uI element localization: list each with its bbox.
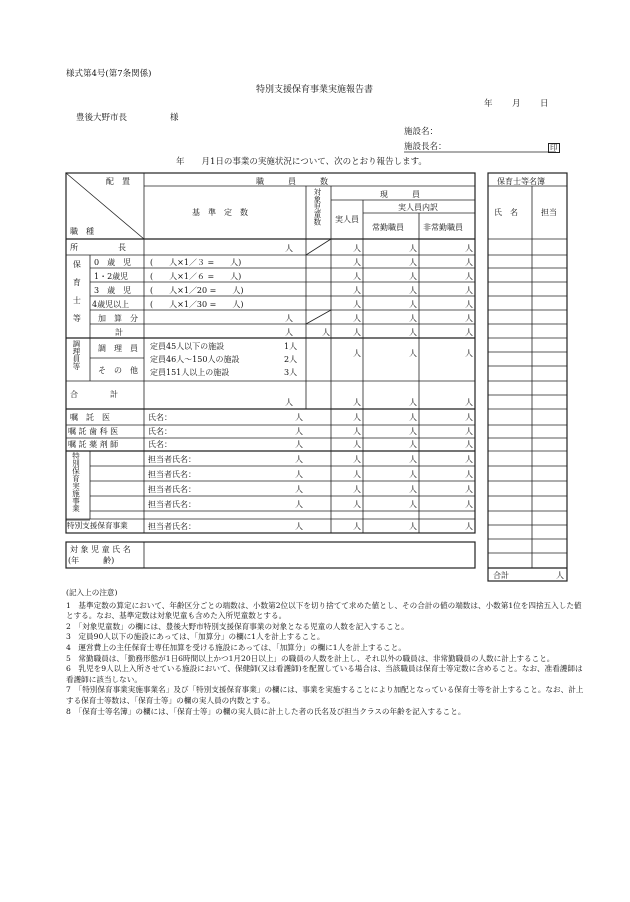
unit-nin: 人 [353, 286, 361, 295]
row-age12: 1・2歳児 [94, 272, 129, 281]
row-tokubetsu-shien: 特別支援保育事業 [67, 521, 128, 530]
taisho-jido-label: 対 象 児 童 氏 名 [70, 545, 131, 554]
teiin-2-n: 2人 [284, 355, 298, 364]
row-chorisha-label: 調理員等 [71, 340, 81, 370]
header-uchiwake: 実人員内訳 [398, 203, 438, 212]
header-jokin: 常勤職員 [372, 223, 404, 232]
report-sentence: 年 月1日の事業の実施状況について、次のとおり報告します。 [176, 157, 427, 167]
header-kijun: 基 準 定 数 [192, 208, 248, 217]
unit-nin: 人 [295, 413, 303, 422]
unit-nin: 人 [465, 244, 473, 253]
tantou-5: 担当者氏名： [148, 522, 196, 531]
facility-name-label: 施設名： [404, 127, 439, 137]
notes-heading: (記入上の注意) [66, 588, 118, 597]
unit-nin: 人 [295, 455, 303, 464]
ratio-age12: ( 人×1／６ = 人) [150, 272, 242, 281]
unit-nin: 人 [285, 244, 293, 253]
unit-nin: 人 [409, 413, 417, 422]
note-1: 1 基準定数の算定において、年齢区分ごとの端数は、小数第2位以下を切り捨てて求めた値とし、その合計の値の端数は、小数第1位を四捨五入した値とする。なお、基準定数は対象児童も含めた入所児童数とする。 [66, 600, 582, 621]
date-day: 日 [540, 99, 549, 109]
header-shokuin-su: 職 員 数 [256, 177, 328, 186]
unit-nin: 人 [353, 427, 361, 436]
tantou-4: 担当者氏名： [148, 500, 196, 509]
addressee: 豊後大野市長 [76, 113, 128, 123]
note-2: 2 「対象児童数」の欄には、豊後大野市特別支援保育事業の対象となる児童の人数を記入すること。 [66, 621, 409, 631]
row-age4: 4歳児以上 [92, 300, 130, 309]
teiin-1-n: 1人 [284, 342, 298, 351]
row-shocho: 所 長 [70, 243, 126, 252]
unit-nin: 人 [353, 455, 361, 464]
unit-nin: 人 [465, 258, 473, 267]
row-shokutaku-shika: 嘱 託 歯 科 医 [68, 427, 119, 436]
unit-nin: 人 [285, 314, 293, 323]
header-hijokin: 非常勤職員 [423, 223, 463, 232]
notes-section [66, 588, 586, 717]
taisho-jido-age: (年 齢) [68, 556, 115, 565]
unit-nin: 人 [353, 349, 361, 358]
unit-nin: 人 [295, 440, 303, 449]
unit-nin: 人 [465, 470, 473, 479]
row-choriin: 調 理 員 [98, 344, 138, 353]
unit-nin: 人 [409, 328, 417, 337]
note-6: 6 乳児を9人以上入所させている施設において、保健師(又は看護師)を配置している場合は、当該職員は保育士等定数に含めること。なお、准看護師は看護師に該当しない。 [66, 664, 583, 684]
unit-nin: 人 [295, 522, 303, 531]
unit-nin: 人 [465, 272, 473, 281]
unit-nin: 人 [409, 485, 417, 494]
unit-nin: 人 [409, 244, 417, 253]
side-title: 保育士等名簿 [497, 177, 545, 186]
unit-nin: 人 [295, 500, 303, 509]
side-total-unit: 人 [556, 571, 564, 580]
teiin-3-n: 3人 [284, 368, 298, 377]
shimei-3: 氏名： [148, 440, 172, 449]
header-taisho: 対象児童数 [312, 188, 322, 226]
side-total: 合計 [493, 571, 509, 580]
note-8: 8 「保育士等名簿」の欄には、「保育士等」の欄の実人員に計上した者の氏名及び担当クラスの年齢を記入すること。 [66, 706, 466, 716]
unit-nin: 人 [409, 470, 417, 479]
unit-nin: 人 [465, 427, 473, 436]
unit-nin: 人 [409, 440, 417, 449]
unit-nin: 人 [295, 485, 303, 494]
unit-nin: 人 [465, 500, 473, 509]
teiin-3: 定員151人以上の施設 [150, 368, 230, 377]
unit-nin: 人 [409, 427, 417, 436]
form-number: 様式第4号(第7条関係) [66, 69, 152, 79]
unit-nin: 人 [353, 470, 361, 479]
unit-nin: 人 [353, 500, 361, 509]
unit-nin: 人 [409, 349, 417, 358]
row-hoikushi-label: 保育士等 [72, 260, 82, 332]
unit-nin: 人 [465, 522, 473, 531]
seal-mark: 印 [550, 143, 558, 152]
unit-nin: 人 [409, 522, 417, 531]
row-shokutaku-i: 嘱 託 医 [70, 413, 110, 422]
shimei-2: 氏名： [148, 427, 172, 436]
row-age3: 3 歳 児 [94, 286, 132, 295]
row-gokei: 合 計 [70, 390, 118, 399]
note-3: 3 定員90人以下の施設にあっては、「加算分」の欄に1人を計上すること。 [66, 632, 325, 642]
teiin-1: 定員45人以下の施設 [150, 342, 225, 351]
unit-nin: 人 [353, 314, 361, 323]
unit-nin: 人 [409, 398, 417, 407]
unit-nin: 人 [353, 413, 361, 422]
unit-nin: 人 [465, 328, 473, 337]
unit-nin: 人 [285, 398, 293, 407]
ratio-age0: ( 人×1／３ = 人) [150, 258, 242, 267]
unit-nin: 人 [353, 300, 361, 309]
unit-nin: 人 [409, 300, 417, 309]
unit-nin: 人 [409, 258, 417, 267]
header-jitsuin: 実人員 [335, 215, 359, 224]
header-haichi: 配 置 [106, 177, 130, 186]
tantou-2: 担当者氏名： [148, 470, 196, 479]
unit-nin: 人 [353, 328, 361, 337]
tantou-1: 担当者氏名： [148, 455, 196, 464]
unit-nin: 人 [465, 398, 473, 407]
unit-nin: 人 [409, 272, 417, 281]
header-genin: 現 員 [380, 190, 420, 199]
date-month: 月 [512, 99, 521, 109]
unit-nin: 人 [409, 314, 417, 323]
date-year: 年 [484, 99, 493, 109]
facility-director-label: 施設長名： [404, 142, 447, 152]
unit-nin: 人 [409, 455, 417, 464]
unit-nin: 人 [353, 485, 361, 494]
document-title: 特別支援保育事業実施報告書 [256, 85, 374, 95]
unit-nin: 人 [465, 314, 473, 323]
unit-nin: 人 [465, 440, 473, 449]
unit-nin: 人 [353, 440, 361, 449]
unit-nin: 人 [465, 286, 473, 295]
unit-nin: 人 [465, 413, 473, 422]
unit-nin: 人 [353, 258, 361, 267]
unit-nin: 人 [465, 455, 473, 464]
note-5: 5 常勤職員は、「勤務形態が1日6時間以上かつ1月20日以上」の職員の人数を計上し、それ以外の職員は、非常勤職員の人数に計上すること。 [66, 653, 555, 663]
row-age0: 0 歳 児 [94, 258, 132, 267]
shimei-1: 氏名： [148, 413, 172, 422]
row-shokutaku-yaku: 嘱 託 薬 剤 師 [68, 440, 119, 449]
unit-nin: 人 [353, 398, 361, 407]
unit-nin: 人 [322, 328, 330, 337]
unit-nin: 人 [295, 470, 303, 479]
unit-nin: 人 [353, 244, 361, 253]
ratio-age3: ( 人×1／20 = 人) [150, 286, 244, 295]
side-tantou: 担当 [541, 208, 557, 217]
unit-nin: 人 [285, 328, 293, 337]
tantou-3: 担当者氏名： [148, 485, 196, 494]
row-kei: 計 [115, 328, 123, 337]
unit-nin: 人 [353, 522, 361, 531]
unit-nin: 人 [465, 349, 473, 358]
unit-nin: 人 [409, 500, 417, 509]
honorific: 様 [170, 113, 179, 123]
unit-nin: 人 [465, 300, 473, 309]
row-kasan: 加 算 分 [98, 314, 138, 323]
note-7: 7 「特別保育事業実施事業名」及び「特別支援保育事業」の欄には、事業を実施することにより加配となっている保育士等を計上すること。なお、計上する保育士等数は、「保育士等」の欄の実人員の内数とする。 [66, 685, 584, 705]
unit-nin: 人 [465, 485, 473, 494]
ratio-age4: ( 人×1／30 = 人) [150, 300, 244, 309]
unit-nin: 人 [353, 272, 361, 281]
note-4: 4 運営費上の主任保育士専任加算を受ける施設にあっては、「加算分」の欄に1人を計上すること。 [66, 642, 406, 652]
side-name: 氏 名 [494, 208, 518, 217]
unit-nin: 人 [295, 427, 303, 436]
row-tokubetsu-jigyo-label: 特別保育実施事業 [71, 452, 81, 512]
teiin-2: 定員46人～150人の施設 [150, 355, 240, 364]
header-shokushu: 職 種 [70, 227, 94, 236]
row-sonota: そ の 他 [98, 366, 138, 375]
unit-nin: 人 [409, 286, 417, 295]
